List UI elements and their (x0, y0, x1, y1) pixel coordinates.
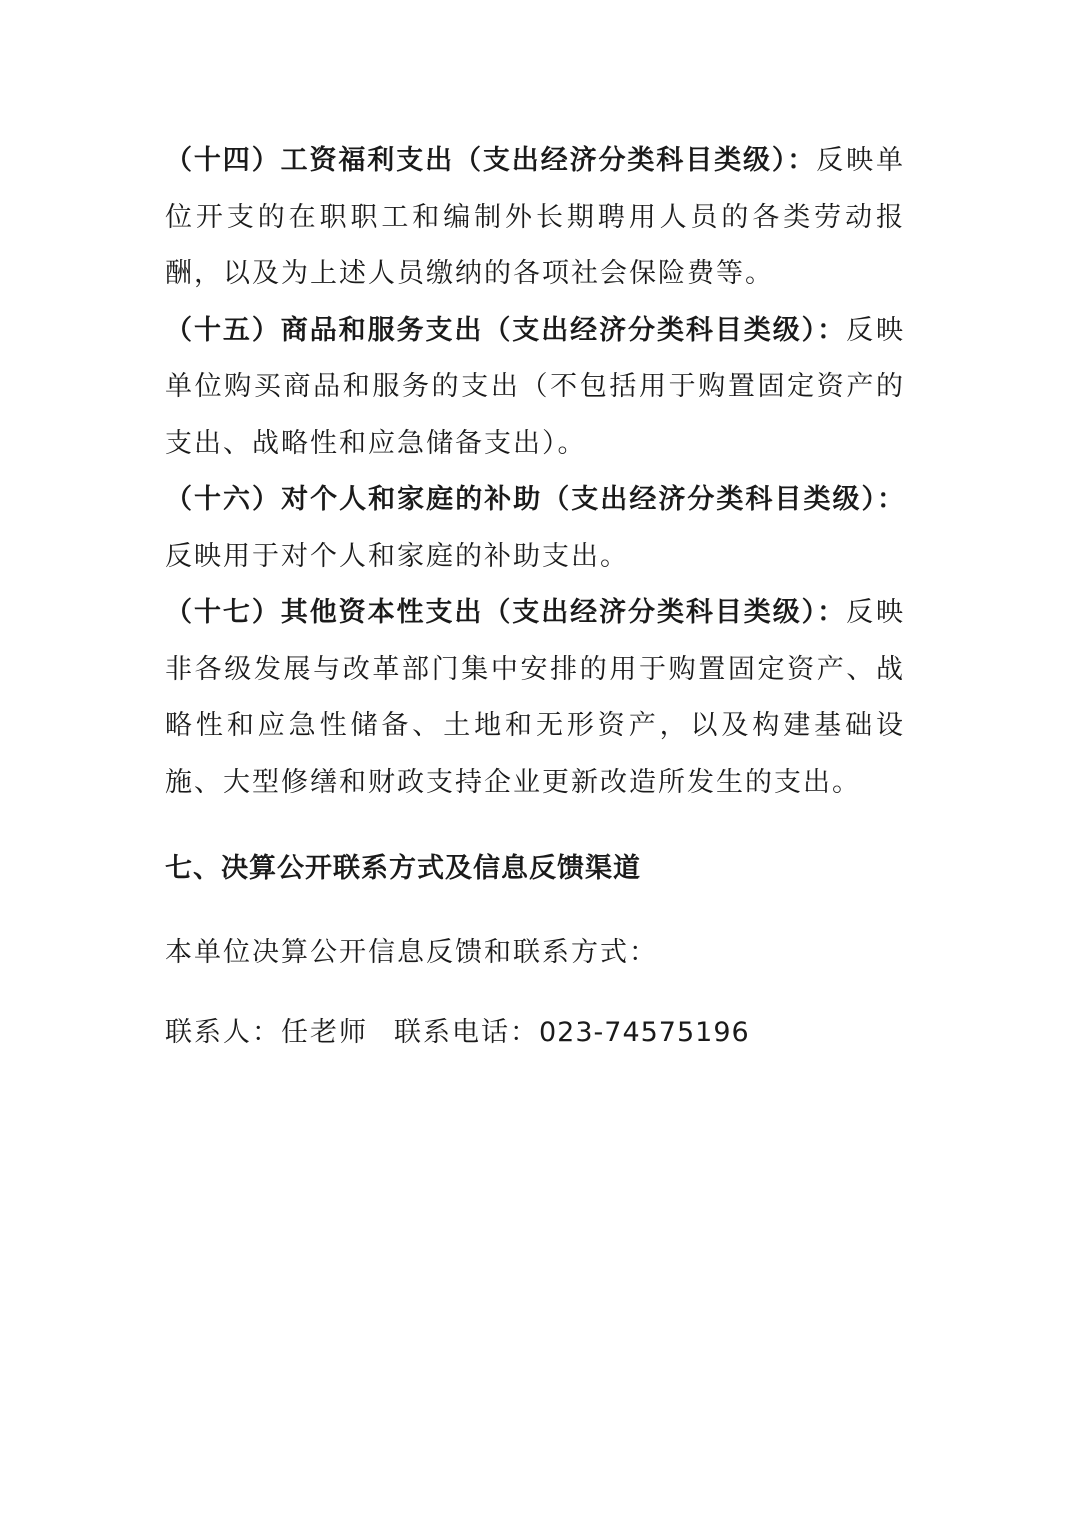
item-description: 反映单位开支的在职职工和编制外长期聘用人员的各类劳动报酬，以及为上述人员缴纳的各项社会保险费等。 (165, 145, 906, 289)
item-term: （十五）商品和服务支出（支出经济分类科目类级）： (165, 314, 847, 346)
section-heading: 七、决算公开联系方式及信息反馈渠道 (165, 853, 641, 884)
phone-label: 联系电话： (394, 1017, 539, 1048)
item-description: 反映用于对个人和家庭的补助支出。 (165, 540, 629, 572)
document-page (165, 133, 905, 1061)
item-16 (165, 472, 905, 585)
item-15 (165, 303, 905, 473)
contact-line (165, 1005, 905, 1061)
item-14 (165, 133, 905, 303)
contact-person: 联系人：任老师 (165, 1017, 368, 1048)
item-term: （十七）其他资本性支出（支出经济分类科目类级）： (165, 597, 847, 628)
item-17 (165, 585, 905, 811)
item-description: 反映单位购买商品和服务的支出（不包括用于购置固定资产的支出、战略性和应急储备支出）。 (165, 314, 906, 459)
item-description: 反映非各级发展与改革部门集中安排的用于购置固定资产、战略性和应急性储备、土地和无形资产，以及构建基础设施、大型修缮和财政支持企业更新改造所发生的支出。 (165, 597, 906, 798)
contact-intro: 本单位决算公开信息反馈和联系方式： (165, 937, 658, 968)
phone-number: 023-74575196 (539, 1017, 750, 1048)
item-term: （十四）工资福利支出（支出经济分类科目类级）： (165, 145, 817, 176)
item-term: （十六）对个人和家庭的补助（支出经济分类科目类级）： (165, 484, 905, 515)
